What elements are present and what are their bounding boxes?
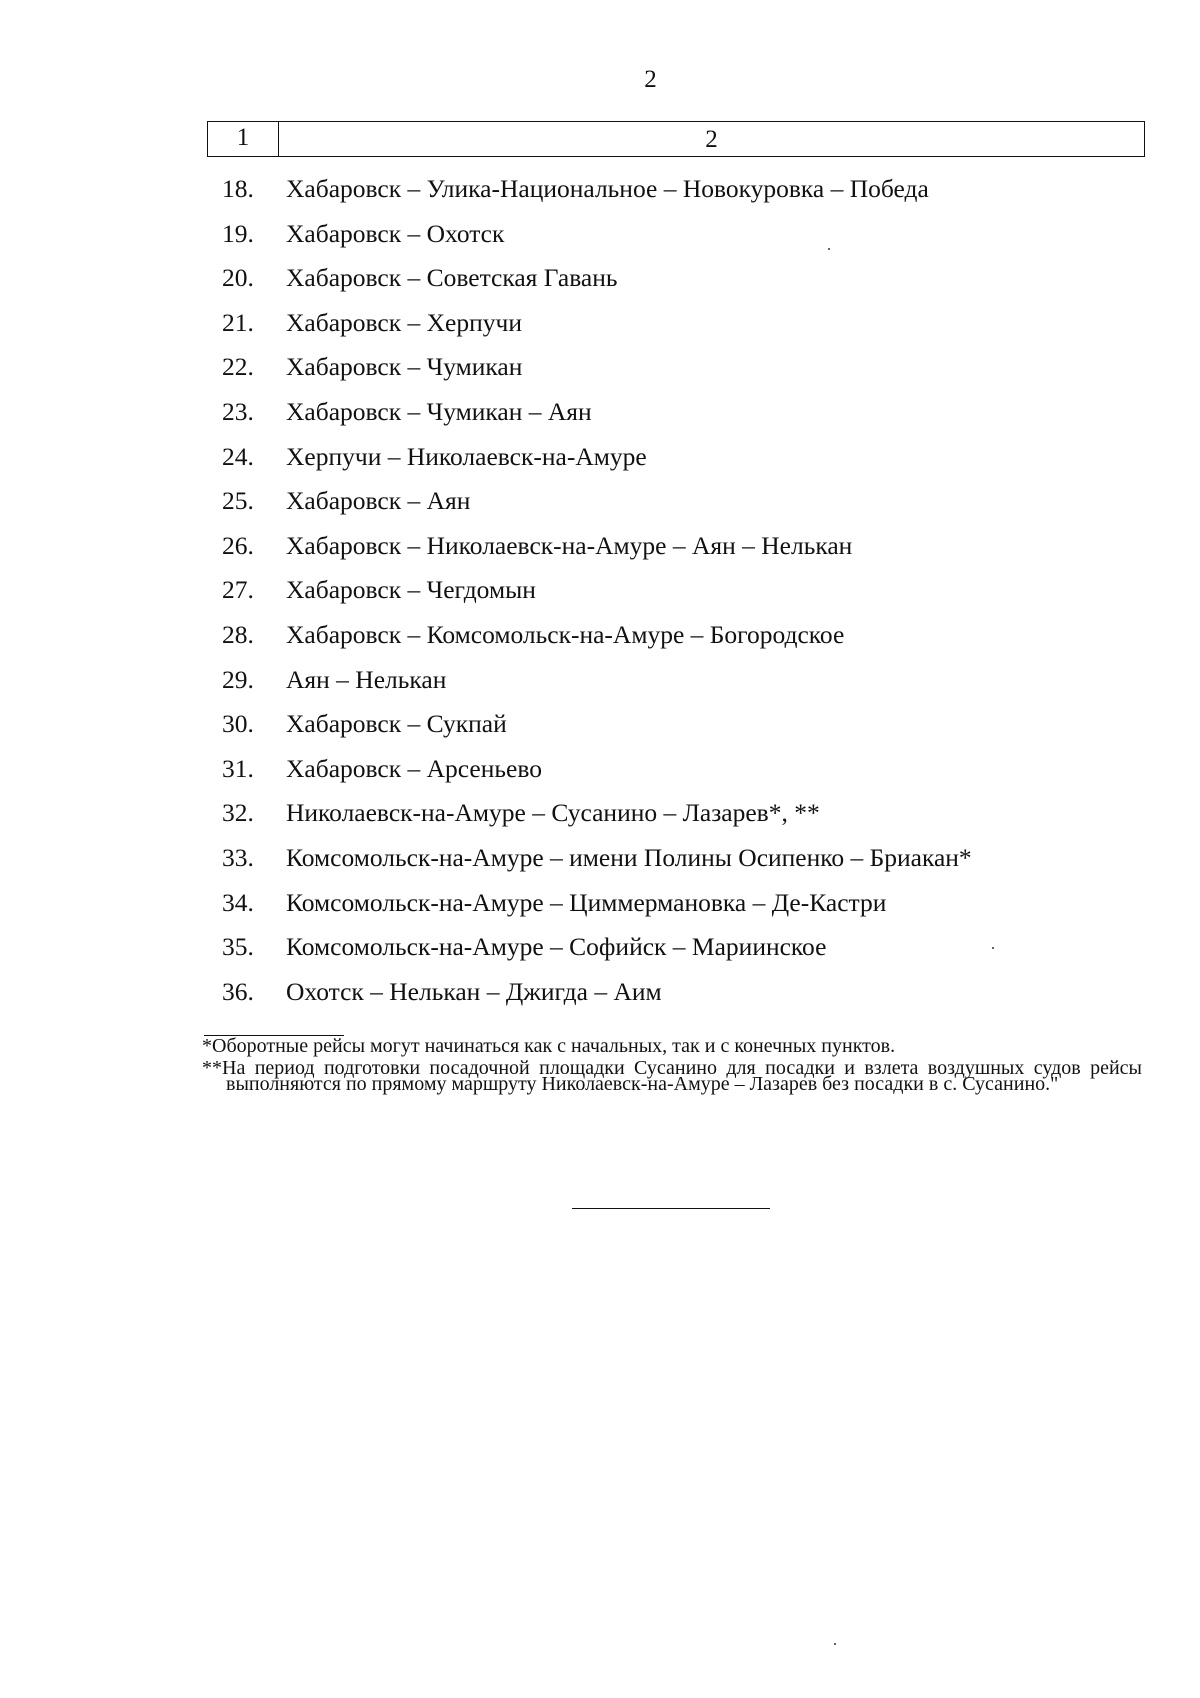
routes-list [0, 167, 1200, 1014]
route-number: 20. [222, 263, 254, 293]
route-text: Хабаровск – Чумикан [286, 352, 523, 382]
route-row [0, 702, 1200, 747]
route-number: 24. [222, 441, 254, 471]
route-row [0, 613, 1200, 658]
route-text: Хабаровск – Чумикан – Аян [286, 396, 592, 426]
footnote-2: **На период подготовки посадочной площадки Сусанино для посадки и взлета воздушных судов рейсы выполняются по прямому маршруту Николаевск-на-Амуре – Лазарев без посадки в с. Сусанино." [202, 1057, 1142, 1095]
route-row [0, 479, 1200, 524]
route-row [0, 925, 1200, 970]
route-text: Комсомольск-на-Амуре – Софийск – Мариинское [286, 932, 827, 962]
route-text: Охотск – Нелькан – Джигда – Аим [286, 976, 662, 1006]
route-row [0, 390, 1200, 435]
route-row [0, 747, 1200, 792]
table-header-col-1: 1 [208, 122, 279, 156]
route-text: Хабаровск – Херпучи [286, 307, 522, 337]
route-row [0, 881, 1200, 926]
route-row [0, 256, 1200, 301]
route-row [0, 568, 1200, 613]
route-number: 27. [222, 575, 254, 605]
route-number: 28. [222, 619, 254, 649]
route-text: Хабаровск – Чегдомын [286, 575, 536, 605]
route-text: Хабаровск – Охотск [286, 218, 505, 248]
route-text: Комсомольск-на-Амуре – имени Полины Осипенко – Бриакан* [286, 842, 972, 872]
route-row [0, 435, 1200, 480]
route-row [0, 970, 1200, 1015]
route-row [0, 212, 1200, 257]
end-divider [572, 1208, 770, 1209]
table-header [207, 121, 1145, 157]
route-number: 34. [222, 887, 254, 917]
route-row [0, 658, 1200, 703]
route-text: Хабаровск – Сукпай [286, 709, 507, 739]
scan-speck [828, 248, 830, 250]
route-row [0, 524, 1200, 569]
scan-speck [834, 1643, 836, 1645]
route-row [0, 301, 1200, 346]
route-text: Комсомольск-на-Амуре – Циммермановка – Де-Кастри [286, 887, 887, 917]
route-number: 30. [222, 709, 254, 739]
route-text: Херпучи – Николаевск-на-Амуре [286, 441, 647, 471]
route-number: 33. [222, 842, 254, 872]
route-text: Хабаровск – Николаевск-на-Амуре – Аян – Нелькан [286, 530, 853, 560]
route-text: Хабаровск – Арсеньево [286, 753, 542, 783]
route-number: 23. [222, 396, 254, 426]
route-number: 26. [222, 530, 254, 560]
route-text: Хабаровск – Аян [286, 486, 471, 516]
footnote-1: *Оборотные рейсы могут начинаться как с начальных, так и с конечных пунктов. [202, 1035, 896, 1057]
route-number: 31. [222, 753, 254, 783]
route-text: Николаевск-на-Амуре – Сусанино – Лазарев*, ** [286, 798, 820, 828]
route-text: Аян – Нелькан [286, 664, 447, 694]
route-number: 32. [222, 798, 254, 828]
route-number: 19. [222, 218, 254, 248]
scan-speck [992, 947, 994, 949]
route-row [0, 167, 1200, 212]
route-number: 21. [222, 307, 254, 337]
route-row [0, 836, 1200, 881]
page-number: 2 [644, 66, 657, 93]
route-number: 18. [222, 174, 254, 203]
route-text: Хабаровск – Комсомольск-на-Амуре – Богородское [286, 619, 845, 649]
route-number: 25. [222, 486, 254, 516]
route-number: 35. [222, 932, 254, 962]
route-row [0, 345, 1200, 390]
table-header-col-2: 2 [705, 126, 718, 153]
route-text: Хабаровск – Улика-Национальное – Новокуровка – Победа [286, 174, 929, 203]
route-number: 29. [222, 664, 254, 694]
route-number: 22. [222, 352, 254, 382]
route-row [0, 791, 1200, 836]
footnotes [202, 1035, 1142, 1095]
route-number: 36. [222, 976, 254, 1006]
route-text: Хабаровск – Советская Гавань [286, 263, 618, 293]
